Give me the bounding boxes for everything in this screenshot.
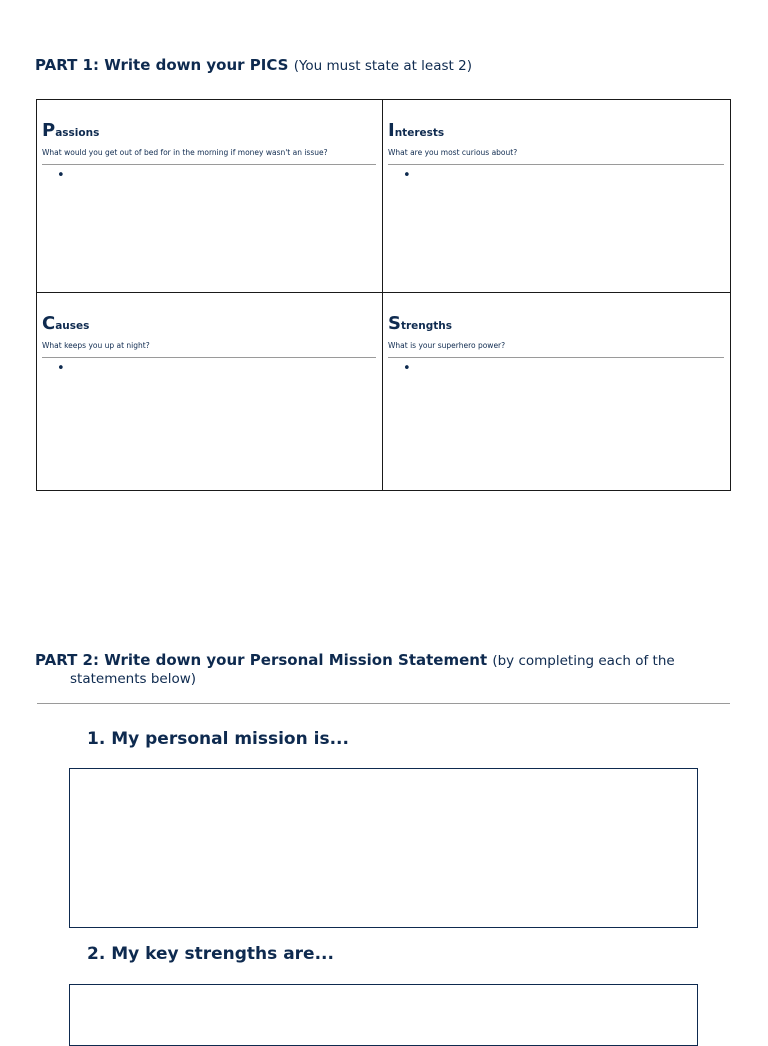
interests-rest: nterests (394, 127, 445, 139)
passions-title (42, 122, 99, 142)
part1-heading (35, 55, 472, 76)
pics-cell-interests (383, 100, 730, 293)
strengths-rule (388, 357, 724, 358)
section-divider (37, 703, 730, 704)
mission-statement-answer-box[interactable] (69, 768, 698, 928)
causes-rest: auses (55, 320, 90, 332)
pics-cell-strengths (383, 293, 730, 490)
causes-prompt: What keeps you up at night? (42, 341, 150, 350)
pics-cell-passions (37, 100, 383, 293)
causes-bullet-input[interactable]: • (57, 361, 65, 376)
part2-heading-note: (by completing each of the (492, 653, 675, 669)
passions-prompt: What would you get out of bed for in the morning if money wasn't an issue? (42, 148, 328, 157)
part2-heading (35, 650, 735, 689)
key-strengths-heading: 2. My key strengths are... (87, 944, 334, 964)
part1-heading-note: (You must state at least 2) (293, 58, 472, 74)
mission-statement-heading: 1. My personal mission is... (87, 729, 349, 749)
passions-rule (42, 164, 376, 165)
strengths-bullet-input[interactable]: • (403, 361, 411, 376)
passions-bullet-input[interactable]: • (57, 168, 65, 183)
interests-title (388, 122, 444, 142)
causes-rule (42, 357, 376, 358)
pics-grid (36, 99, 731, 491)
strengths-title (388, 315, 452, 335)
passions-rest: assions (55, 127, 100, 139)
interests-rule (388, 164, 724, 165)
interests-initial: I (388, 120, 395, 141)
strengths-prompt: What is your superhero power? (388, 341, 506, 350)
strengths-rest: trengths (400, 320, 453, 332)
key-strengths-answer-box[interactable] (69, 984, 698, 1046)
part1-heading-title: PART 1: Write down your PICS (35, 56, 289, 74)
part2-heading-note-cont: statements below) (70, 671, 197, 687)
interests-prompt: What are you most curious about? (388, 148, 518, 157)
part2-heading-title: PART 2: Write down your Personal Mission Statement (35, 651, 488, 669)
causes-title (42, 315, 89, 335)
pics-cell-causes (37, 293, 383, 490)
passions-initial: P (42, 120, 56, 141)
strengths-initial: S (388, 313, 401, 334)
interests-bullet-input[interactable]: • (403, 168, 411, 183)
causes-initial: C (42, 313, 56, 334)
